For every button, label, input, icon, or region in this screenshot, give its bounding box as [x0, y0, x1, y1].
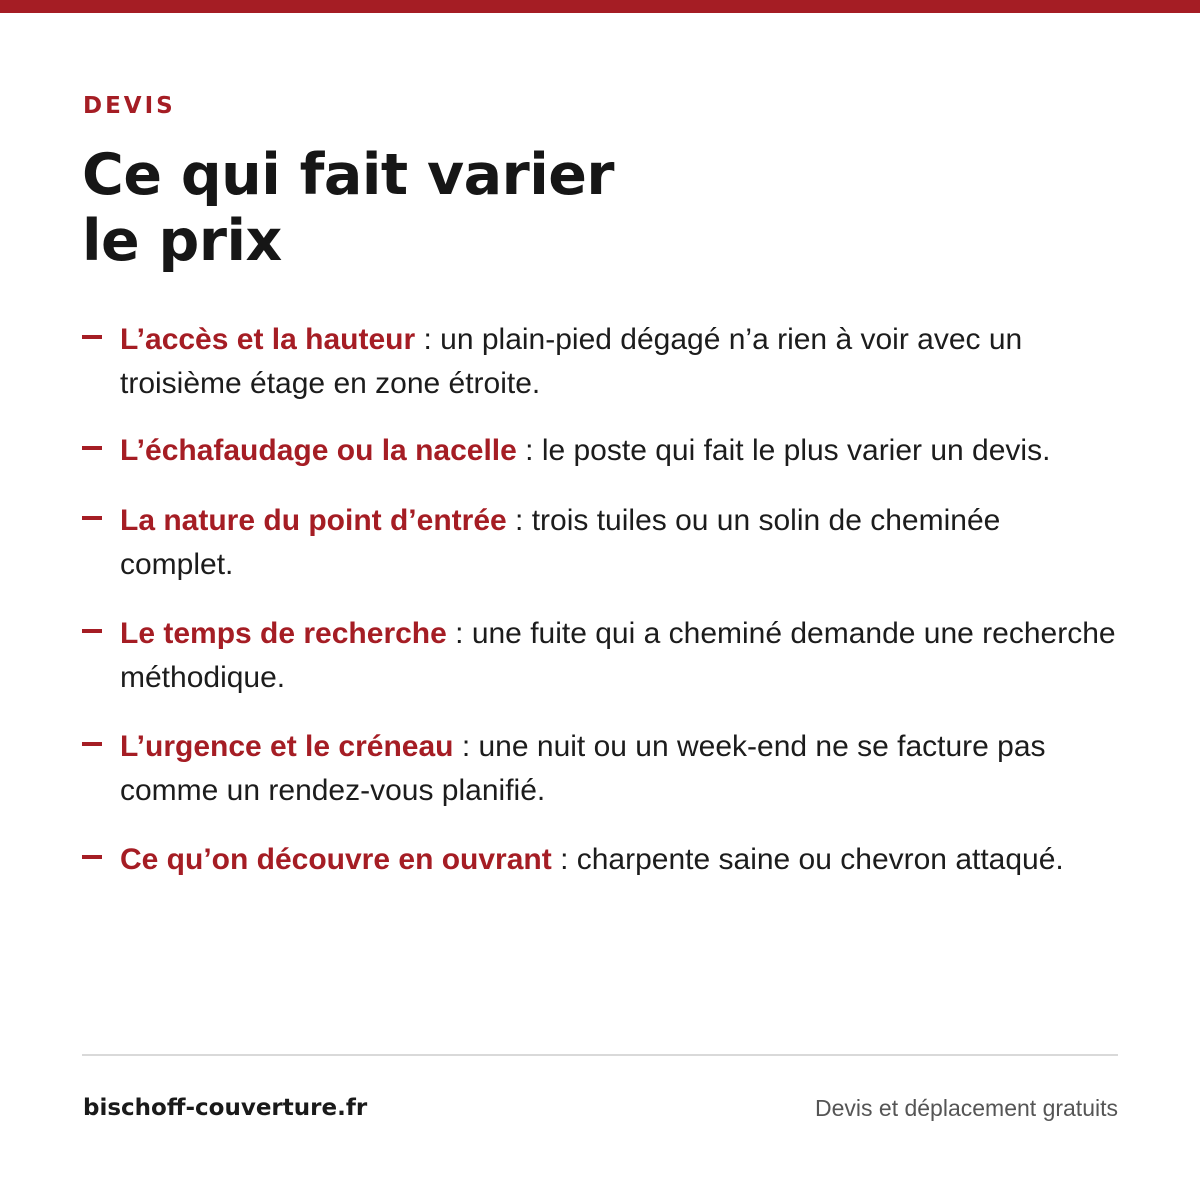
eyebrow-label: DEVIS [83, 93, 176, 119]
footer-website-link[interactable]: bischoff-couverture.fr [83, 1095, 368, 1121]
list-item-text [120, 499, 1122, 586]
dash-bullet-icon [82, 446, 102, 450]
list-item-key: Ce qu’on découvre en ouvrant [120, 843, 552, 876]
list-item-description: : trois tuiles ou un solin de cheminée complet. [120, 504, 1001, 581]
page-title-line-1: Ce qui fait varier [82, 142, 615, 208]
page-title [82, 142, 882, 274]
list-item [82, 612, 1122, 699]
list-item-key: La nature du point d’entrée [120, 504, 507, 537]
list-item-key: Le temps de recherche [120, 617, 447, 650]
dash-bullet-icon [82, 855, 102, 859]
list-item-description: : le poste qui fait le plus varier un devis. [516, 434, 1051, 467]
footer-divider [82, 1054, 1118, 1056]
list-item [82, 429, 1122, 473]
list-item-text [120, 725, 1122, 812]
list-item-text [120, 612, 1122, 699]
list-item-key: L’échafaudage ou la nacelle [120, 434, 517, 467]
dash-bullet-icon [82, 516, 102, 520]
list-item-key: L’accès et la hauteur [120, 323, 416, 356]
list-item [82, 838, 1122, 882]
list-item [82, 725, 1122, 812]
list-item [82, 318, 1122, 405]
list-item-description: : un plain-pied dégagé n’a rien à voir avec un troisième étage en zone étroite. [120, 323, 1023, 400]
list-item-text [120, 318, 1122, 405]
footer-tagline: Devis et déplacement gratuits [815, 1095, 1118, 1121]
dash-bullet-icon [82, 742, 102, 746]
list-item-description: : une fuite qui a cheminé demande une recherche méthodique. [120, 617, 1116, 694]
top-accent-bar [0, 0, 1200, 13]
dash-bullet-icon [82, 629, 102, 633]
list-item-text [120, 429, 1122, 473]
dash-bullet-icon [82, 335, 102, 339]
list-item-text [120, 838, 1122, 882]
list-item [82, 499, 1122, 586]
list-item-description: : une nuit ou un week-end ne se facture pas comme un rendez-vous planifié. [120, 730, 1046, 807]
list-item-description: : charpente saine ou chevron attaqué. [551, 843, 1064, 876]
list-item-key: L’urgence et le créneau [120, 730, 454, 763]
page-title-line-2: le prix [82, 208, 282, 274]
